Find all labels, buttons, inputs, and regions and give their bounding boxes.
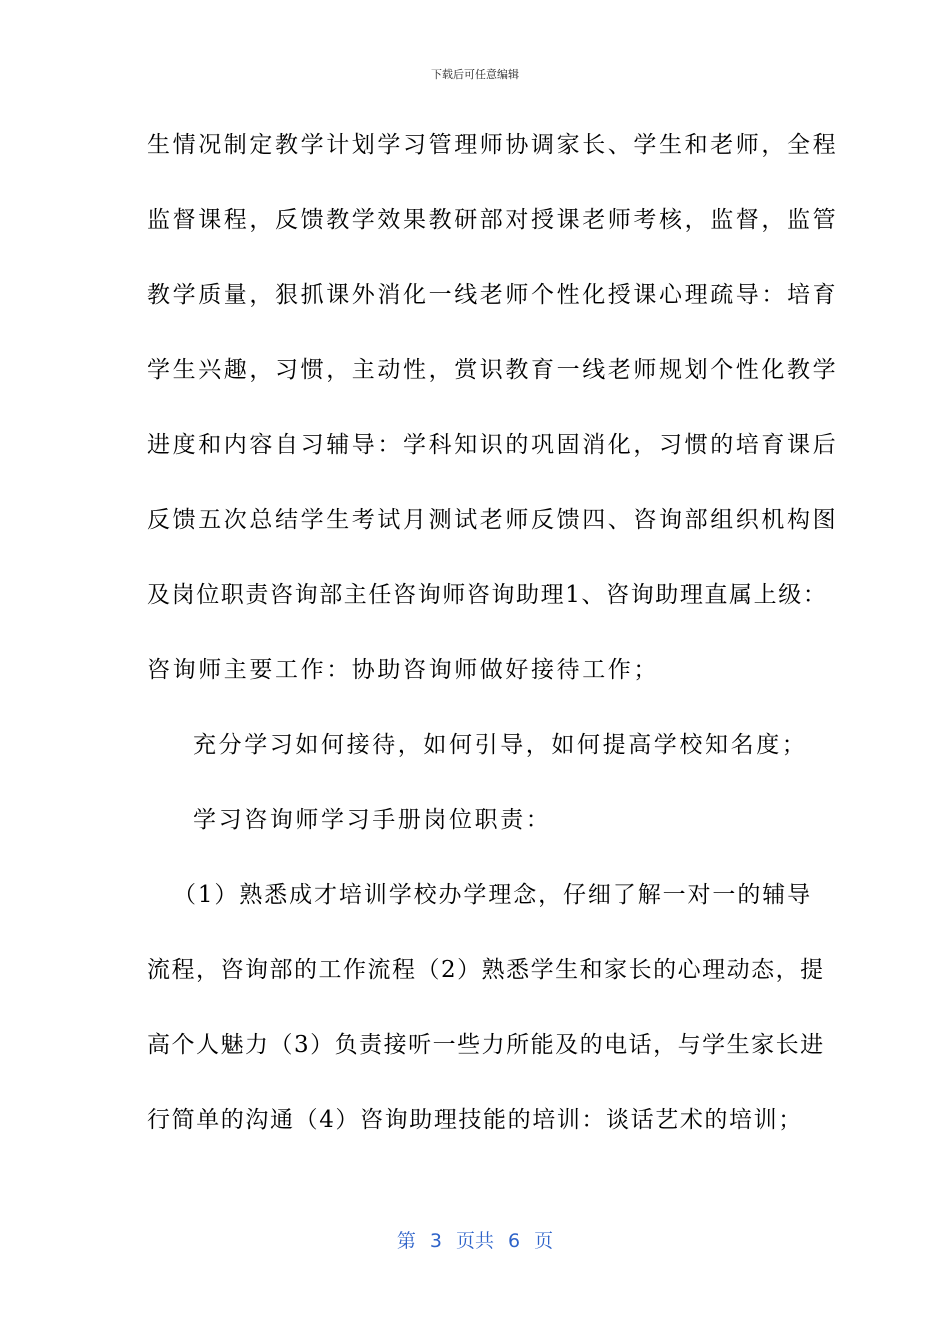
body-line-indented: （1）熟悉成才培训学校办学理念，仔细了解一对一的辅导 — [173, 882, 813, 908]
body-line-indented: 充分学习如何接待，如何引导，如何提高学校知名度； — [193, 732, 808, 758]
body-line: 教学质量，狠抓课外消化一线老师个性化授课心理疏导：培育 — [147, 282, 839, 308]
body-line: 流程，咨询部的工作流程（2）熟悉学生和家长的心理动态，提 — [147, 957, 825, 983]
body-line: 咨询师主要工作：协助咨询师做好接待工作； — [147, 657, 659, 683]
document-body — [147, 121, 839, 1171]
body-line: 监督课程，反馈教学效果教研部对授课老师考核，监督，监管 — [147, 207, 839, 233]
body-line: 反馈五次总结学生考试月测试老师反馈四、咨询部组织机构图 — [147, 507, 839, 533]
body-line: 学生兴趣，习惯，主动性，赏识教育一线老师规划个性化教学 — [147, 357, 839, 383]
body-line: 进度和内容自习辅导：学科知识的巩固消化，习惯的培育课后 — [147, 432, 839, 458]
body-line: 生情况制定教学计划学习管理师协调家长、学生和老师，全程 — [147, 132, 839, 158]
page-number-footer: 第 3 页共 6 页 — [396, 1230, 554, 1252]
body-line: 高个人魅力（3）负责接听一些力所能及的电话，与学生家长进 — [147, 1032, 825, 1058]
body-line-indented: 学习咨询师学习手册岗位职责： — [193, 807, 552, 833]
body-line: 及岗位职责咨询部主任咨询师咨询助理1、咨询助理直属上级： — [147, 582, 828, 608]
page-header-note: 下载后可任意编辑 — [431, 68, 519, 81]
body-line: 行简单的沟通（4）咨询助理技能的培训：谈话艺术的培训； — [147, 1107, 803, 1133]
